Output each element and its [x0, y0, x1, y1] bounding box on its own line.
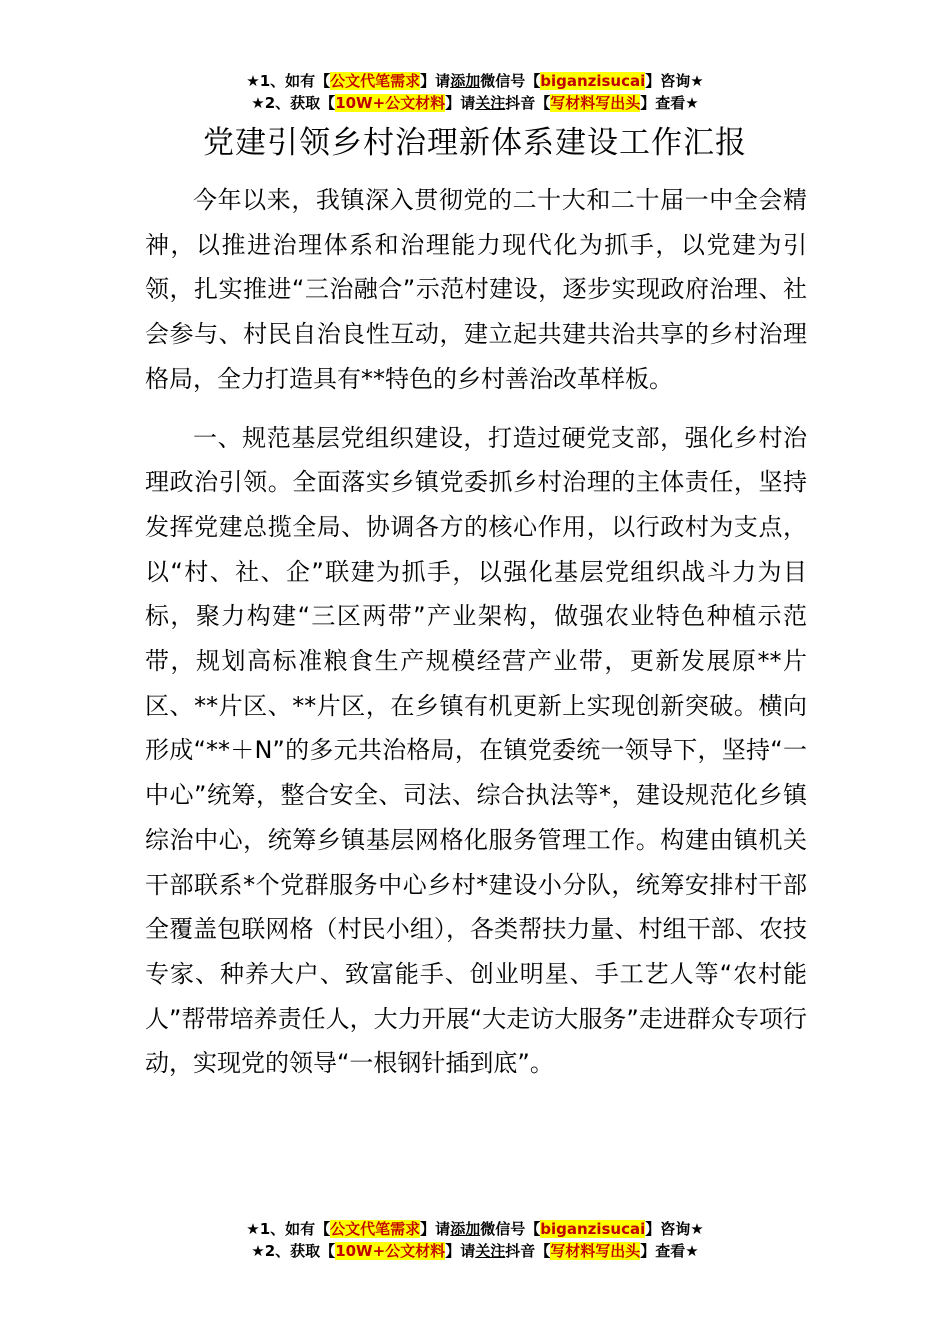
promo-underline: 添加 — [450, 1220, 481, 1238]
promo-text: 】查看★ — [640, 94, 699, 112]
promo-text: 】请 — [420, 1220, 451, 1238]
promo-line-1 — [0, 1218, 950, 1240]
promo-underline: 添加 — [450, 72, 481, 90]
promo-highlight: 10W+公文材料 — [335, 94, 446, 112]
promo-underline: 关注 — [475, 1242, 506, 1260]
footer-promo-banner — [0, 1218, 950, 1262]
promo-underline: 关注 — [475, 94, 506, 112]
promo-text: 抖音【 — [505, 94, 551, 112]
header-promo-banner — [0, 70, 950, 114]
document-body — [145, 178, 807, 1086]
promo-text: 】请 — [420, 72, 451, 90]
promo-douyin-account: 写材料写出头 — [550, 1242, 641, 1260]
promo-text: 】咨询★ — [645, 1220, 704, 1238]
promo-line-2 — [0, 1240, 950, 1262]
promo-highlight: 10W+公文材料 — [335, 1242, 446, 1260]
promo-douyin-account: 写材料写出头 — [550, 94, 641, 112]
promo-highlight: 公文代笔需求 — [330, 1220, 421, 1238]
paragraph-intro: 今年以来，我镇深入贯彻党的二十大和二十届一中全会精神，以推进治理体系和治理能力现代化为抓手，以党建为引领，扎实推进“三治融合”示范村建设，逐步实现政府治理、社会参与、村民自治良性互动，建立起共建共治共享的乡村治理格局，全力打造具有**特色的乡村善治改革样板。 — [145, 186, 807, 393]
promo-text: ★1、如有【 — [246, 72, 331, 90]
promo-text: 】请 — [445, 94, 476, 112]
promo-text: 抖音【 — [505, 1242, 551, 1260]
promo-highlight: 公文代笔需求 — [330, 72, 421, 90]
promo-text: ★2、获取【 — [251, 1242, 336, 1260]
promo-text: ★1、如有【 — [246, 1220, 331, 1238]
promo-text: 】咨询★ — [645, 72, 704, 90]
promo-text: 】查看★ — [640, 1242, 699, 1260]
document-title: 党建引领乡村治理新体系建设工作汇报 — [203, 125, 747, 161]
paragraph-section-1: 一、规范基层党组织建设，打造过硬党支部，强化乡村治理政治引领。全面落实乡镇党委抓乡村治理的主体责任，坚持发挥党建总揽全局、协调各方的核心作用，以行政村为支点，以“村、社、企”联建为抓手，以强化基层党组织战斗力为目标，聚力构建“三区两带”产业架构，做强农业特色种植示范带，规划高标准粮食生产规模经营产业带，更新发展原**片区、**片区、**片区，在乡镇有机更新上实现创新突破。横向形成“**＋N”的多元共治格局，在镇党委统一领导下，坚持“一中心”统筹，整合安全、司法、综合执法等*，建设规范化乡镇综治中心，统筹乡镇基层网格化服务管理工作。构建由镇机关干部联系*个党群服务中心乡村*建设小分队，统筹安排村干部全覆盖包联网格（村民小组），各类帮扶力量、村组干部、农技专家、种养大户、致富能手、创业明星、手工艺人等“农村能人”帮带培养责任人，大力开展“大走访大服务”走进群众专项行动，实现党的领导“一根钢针插到底”。 — [145, 423, 807, 1078]
promo-line-1 — [0, 70, 950, 92]
promo-text: 】请 — [445, 1242, 476, 1260]
promo-text: 微信号【 — [480, 1220, 541, 1238]
promo-text: ★2、获取【 — [251, 94, 336, 112]
promo-text: 微信号【 — [480, 72, 541, 90]
promo-wechat-id: biganzisucai — [540, 72, 646, 90]
promo-line-2 — [0, 92, 950, 114]
promo-wechat-id: biganzisucai — [540, 1220, 646, 1238]
